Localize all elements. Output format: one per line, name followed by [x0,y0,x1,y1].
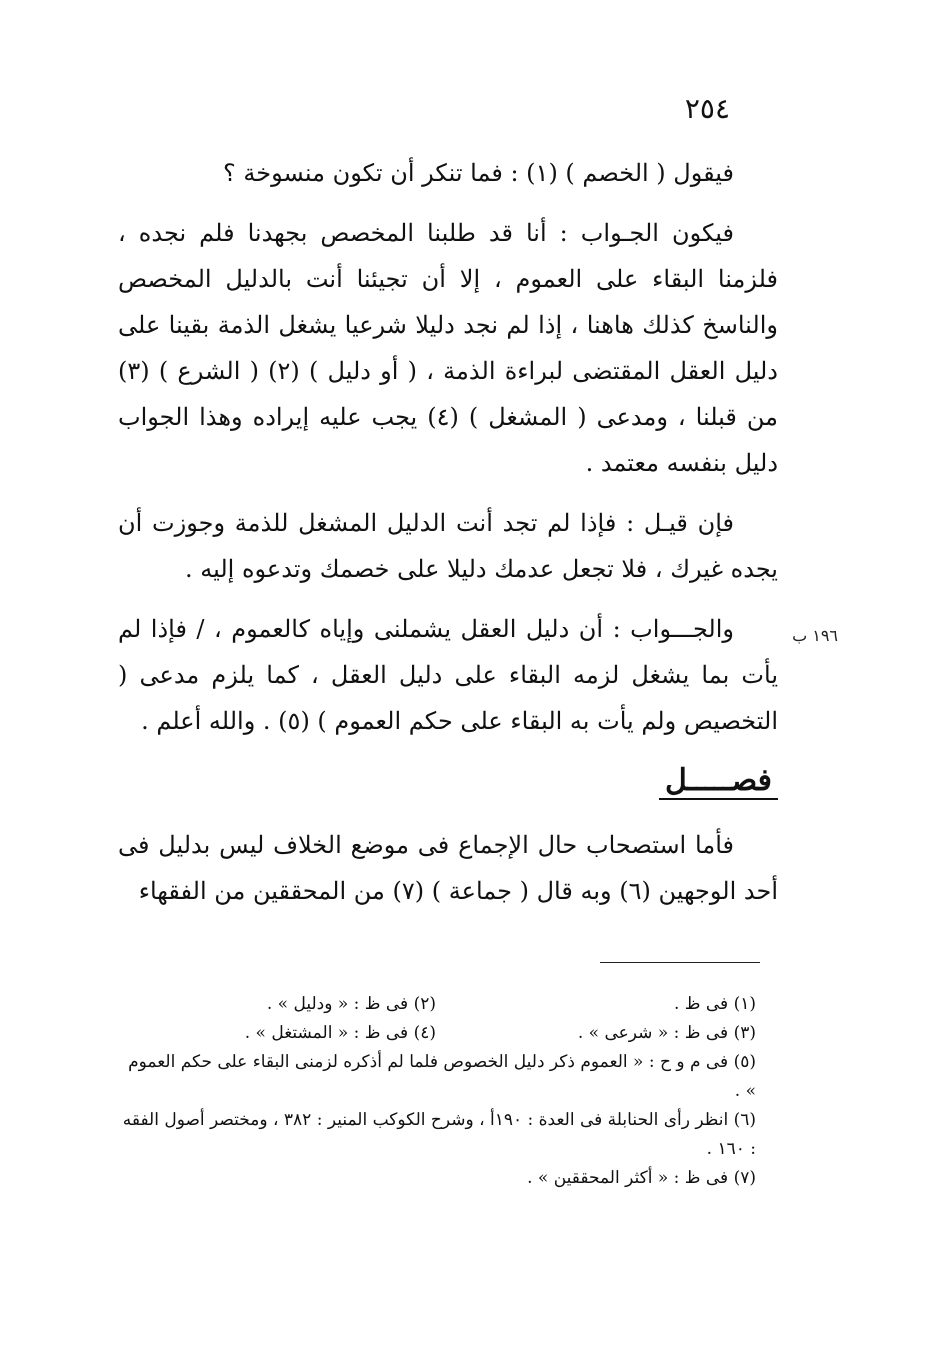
page-number: ٢٥٤ [684,92,730,125]
footnote-row-2 [118,1019,778,1048]
footnotes [118,990,778,1193]
paragraph-3-text: فإن قيـل : فإذا لم تجد أنت الدليل المشغل للذمة وجوزت أن يجده غيرك ، فلا تجعل عدمك دليلا على خصمك وتدعوه إليه . [118,509,778,583]
paragraph-3 [118,500,778,592]
section-heading-text: فصـــــل [659,763,778,800]
footnote-row-1 [118,990,778,1019]
main-text [118,150,778,928]
paragraph-4-text: والجـــواب : أن دليل العقل يشملنى وإياه كالعموم ، / فإذا لم يأت بما يشغل لزمه البقاء على دليل العقل ، كما يلزم مدعى ( التخصيص ولم يأت به البقاء على حكم العموم ) (٥) . والله أعلم . [118,615,778,735]
paragraph-1 [118,150,778,196]
footnote-3: (٣) فى ظ : « شرعى » . [577,1023,756,1043]
footnote-1: (١) فى ظ . [673,994,756,1014]
footnote-5: (٥) فى م و ح : « العموم ذكر دليل الخصوص فلما لم أذكره لزمنى البقاء على حكم العموم » . [128,1052,756,1101]
footnote-2: (٢) فى ظ : « ودليل » . [266,994,436,1014]
manuscript-folio-note: ١٩٦ ب [792,626,838,645]
paragraph-5 [118,822,778,914]
paragraph-4 [118,606,778,744]
footnote-7: (٧) فى ظ : « أكثر المحققين » . [527,1168,756,1188]
paragraph-2-text: فيكون الجـواب : أنا قد طلبنا المخصص بجهدنا فلم نجده ، فلزمنا البقاء على العموم ، إلا أن تجيئنا أنت بالدليل المخصص والناسخ كذلك هاهنا ، إذا لم نجد دليلا شرعيا يشغل الذمة بقينا على دليل العقل المقتضى لبراءة الذمة ، ( أو دليل ) (٢) ( الشرع ) (٣) من قبلنا ، ومدعى ( المشغل ) (٤) يجب عليه إيراده وهذا الجواب دليل بنفسه معتمد . [118,219,778,477]
paragraph-5-text: فأما استصحاب حال الإجماع فى موضع الخلاف ليس بدليل فى أحد الوجهين (٦) وبه قال ( جماعة ) (٧) من المحققين من الفقهاء [118,831,778,905]
paragraph-2 [118,210,778,486]
footnote-6: (٦) انظر رأى الحنابلة فى العدة : ١٩٠أ ، وشرح الكوكب المنير : ٣٨٢ ، ومختصر أصول الفقه : ١٦٠ . [122,1110,756,1159]
section-heading [118,758,778,804]
footnote-divider [600,962,760,963]
footnote-4: (٤) فى ظ : « المشتغل » . [244,1023,436,1043]
paragraph-1-text: فيقول ( الخصم ) (١) : فما تنكر أن تكون منسوخة ؟ [223,159,734,187]
